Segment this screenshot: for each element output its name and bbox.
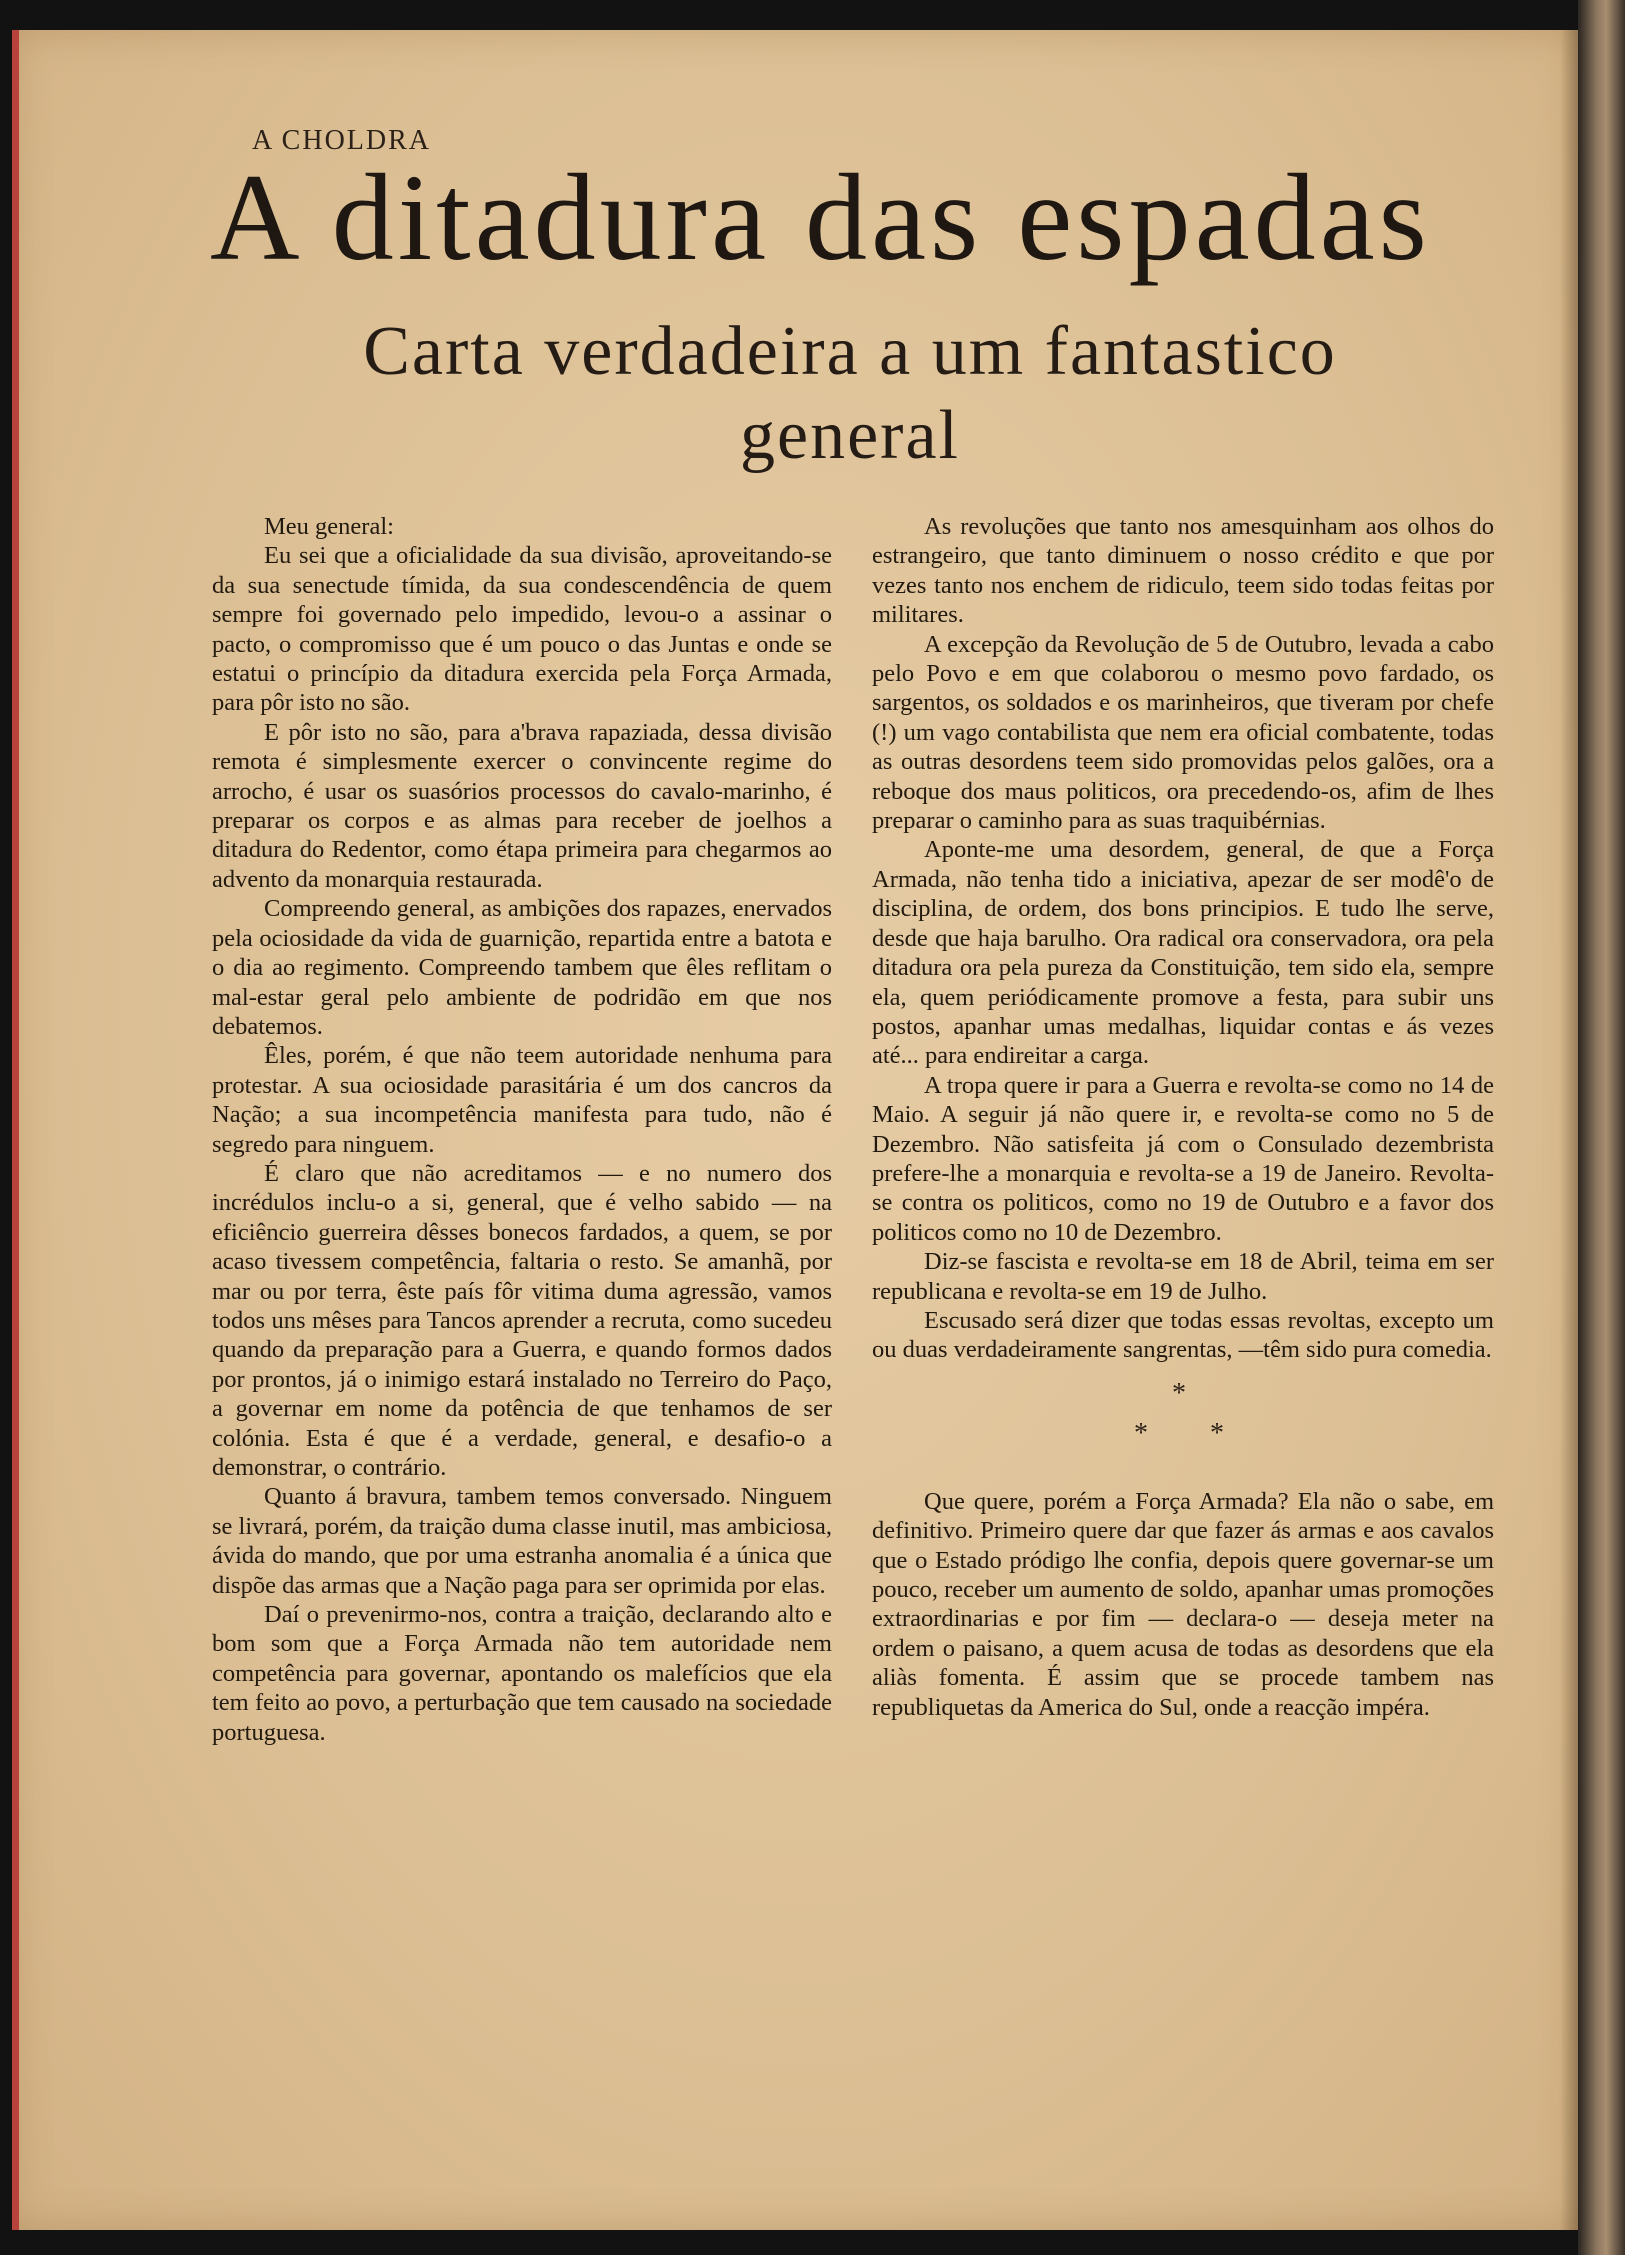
- paragraph: As revoluções que tanto nos amesquinham aos olhos do estrangeiro, que tanto diminuem o nosso crédito e que por vezes tanto nos enchem de ridiculo, teem sido todas feitas por militares.: [872, 513, 1494, 629]
- paragraph: Que quere, porém a Força Armada? Ela não o sabe, em definitivo. Primeiro quere dar que fazer ás armas e aos cavalos que o Estado pródigo lhe confia, depois quere governar-se um pouco, receber um aumento de soldo, apanhar umas promoções extraordinarias e por fim — declara-o — deseja meter na ordem o paisano, a quem acusa de todas as desordens que ela aliàs fomenta. É assim que se procede tambem nas republiquetas da America do Sul, onde a reacção impéra.: [872, 1487, 1494, 1721]
- paragraph: Quanto á bravura, tambem temos conversado. Ninguem se livrará, porém, da traição duma classe inutil, mas ambiciosa, ávida do mando, que por uma estranha anomalia é a única que dispõe das armas que a Nação paga para ser oprimida por elas.: [212, 1483, 832, 1599]
- paragraph: Eu sei que a oficialidade da sua divisão, aproveitando-se da sua senectude tímida, da sua condescendência de quem sempre foi governado pelo impedido, levou-o a assinar o pacto, o compromisso que é um pouco o das Juntas e onde se estatui o princípio da ditadura exercida pela Força Armada, para pôr isto no são.: [212, 542, 832, 717]
- salutation: Meu general:: [264, 513, 394, 540]
- asterisk: *: [1210, 1417, 1224, 1449]
- paragraph: Daí o prevenirmo-nos, contra a traição, declarando alto e bom som que a Força Armada não tem autoridade nem competência para governar, apontando os malefícios que ela tem feito ao povo, a perturbação que tem causado na sociedade portuguesa.: [212, 1601, 832, 1746]
- paragraph: Êles, porém, é que não teem autoridade nenhuma para protestar. A sua ociosidade parasitária é um dos cancros da Nação; a sua incompetência manifesta para tudo, não é segredo para ninguem.: [212, 1042, 832, 1158]
- paragraph: A excepção da Revolução de 5 de Outubro, levada a cabo pelo Povo e em que colaborou o mesmo povo fardado, os sargentos, os soldados e os marinheiros, que tiveram por chefe (!) um vago contabilista que nem era oficial combatente, todas as outras desordens teem sido promovidas pelos galões, ora a reboque dos maus politicos, ora precedendo-os, afim de lhes preparar o caminho para as suas traquibérnias.: [872, 630, 1494, 835]
- section-kicker: A CHOLDRA: [252, 125, 432, 156]
- spine-shadow: [1560, 30, 1578, 2230]
- adjacent-page-edge: [1578, 0, 1625, 2255]
- asterisk: *: [1134, 1417, 1148, 1449]
- paragraph: Aponte-me uma desordem, general, de que a Força Armada, não tenha tido a iniciativa, apezar de ser modê'o de disciplina, de ordem, dos bons principios. E tudo lhe serve, desde que haja barulho. Ora radical ora conservadora, ora pela ditadura ora pela pureza da Constituição, tem sido ela, sempre ela, quem periódicamente promove a festa, para subir uns postos, apanhar umas medalhas, liquidar contas e ás vezes até... para endireitar a carga.: [872, 836, 1494, 1070]
- paragraph: Escusado será dizer que todas essas revoltas, excepto um ou duas verdadeiramente sangrentas, —têm sido pura comedia.: [872, 1306, 1494, 1364]
- asterisk: *: [1172, 1377, 1186, 1409]
- paragraph: Diz-se fascista e revolta-se em 18 de Abril, teima em ser republicana e revolta-se em 19 de Julho.: [872, 1248, 1494, 1305]
- paragraph: A tropa quere ir para a Guerra e revolta-se como no 14 de Maio. A seguir já não quere ir, e revolta-se como no 5 de Dezembro. Não satisfeita já com o Consulado dezembrista prefere-lhe a monarquia e revolta-se a 19 de Janeiro. Revolta-se contra os politicos, como no 19 de Outubro e a favor dos politicos como no 10 de Dezembro.: [872, 1071, 1494, 1246]
- left-column: [212, 512, 832, 1747]
- article-title: A ditadura das espadas: [210, 149, 1431, 286]
- paragraph: É claro que não acreditamos — e no numero dos incrédulos inclu-o a si, general, que é velho sabido — na eficiêncio guerreira dêsses bonecos fardados, a quem, se por acaso tivessem competência, faltaria o resto. Se amanhã, por mar ou por terra, êste país fôr vitima duma agressão, vamos todos uns mêses para Tancos aprender a recruta, como sucedeu quando da preparação para a Guerra, e quando formos dados por prontos, já o inimigo estará instalado no Terreiro do Paço, a governar em nome da potência de que tenhamos de ser colónia. Esta é que é a verdade, general, e desafio-o a demonstrar, o contrário.: [212, 1159, 832, 1481]
- article-subtitle: Carta verdadeira a um fantastico general: [363, 313, 1337, 474]
- paragraph: E pôr isto no são, para a'brava rapaziada, dessa divisão remota é simplesmente exercer o convincente regime do arrocho, é usar os suasórios processos do cavalo-marinho, é preparar os corpos e as almas para receber de joelhos a ditadura do Redentor, como étapa primeira para chegarmos ao advento da monarquia restaurada.: [212, 718, 832, 893]
- asterism-separator: [872, 1379, 1494, 1479]
- paragraph: Compreendo general, as ambições dos rapazes, enervados pela ociosidade da vida de guarnição, repartida entre a batota e o dia ao regimento. Compreendo tambem que êles reflitam o mal-estar geral pelo ambiente de podridão em que nos debatemos.: [212, 895, 832, 1040]
- page-edge-red: [12, 30, 19, 2230]
- right-column: [872, 512, 1494, 1722]
